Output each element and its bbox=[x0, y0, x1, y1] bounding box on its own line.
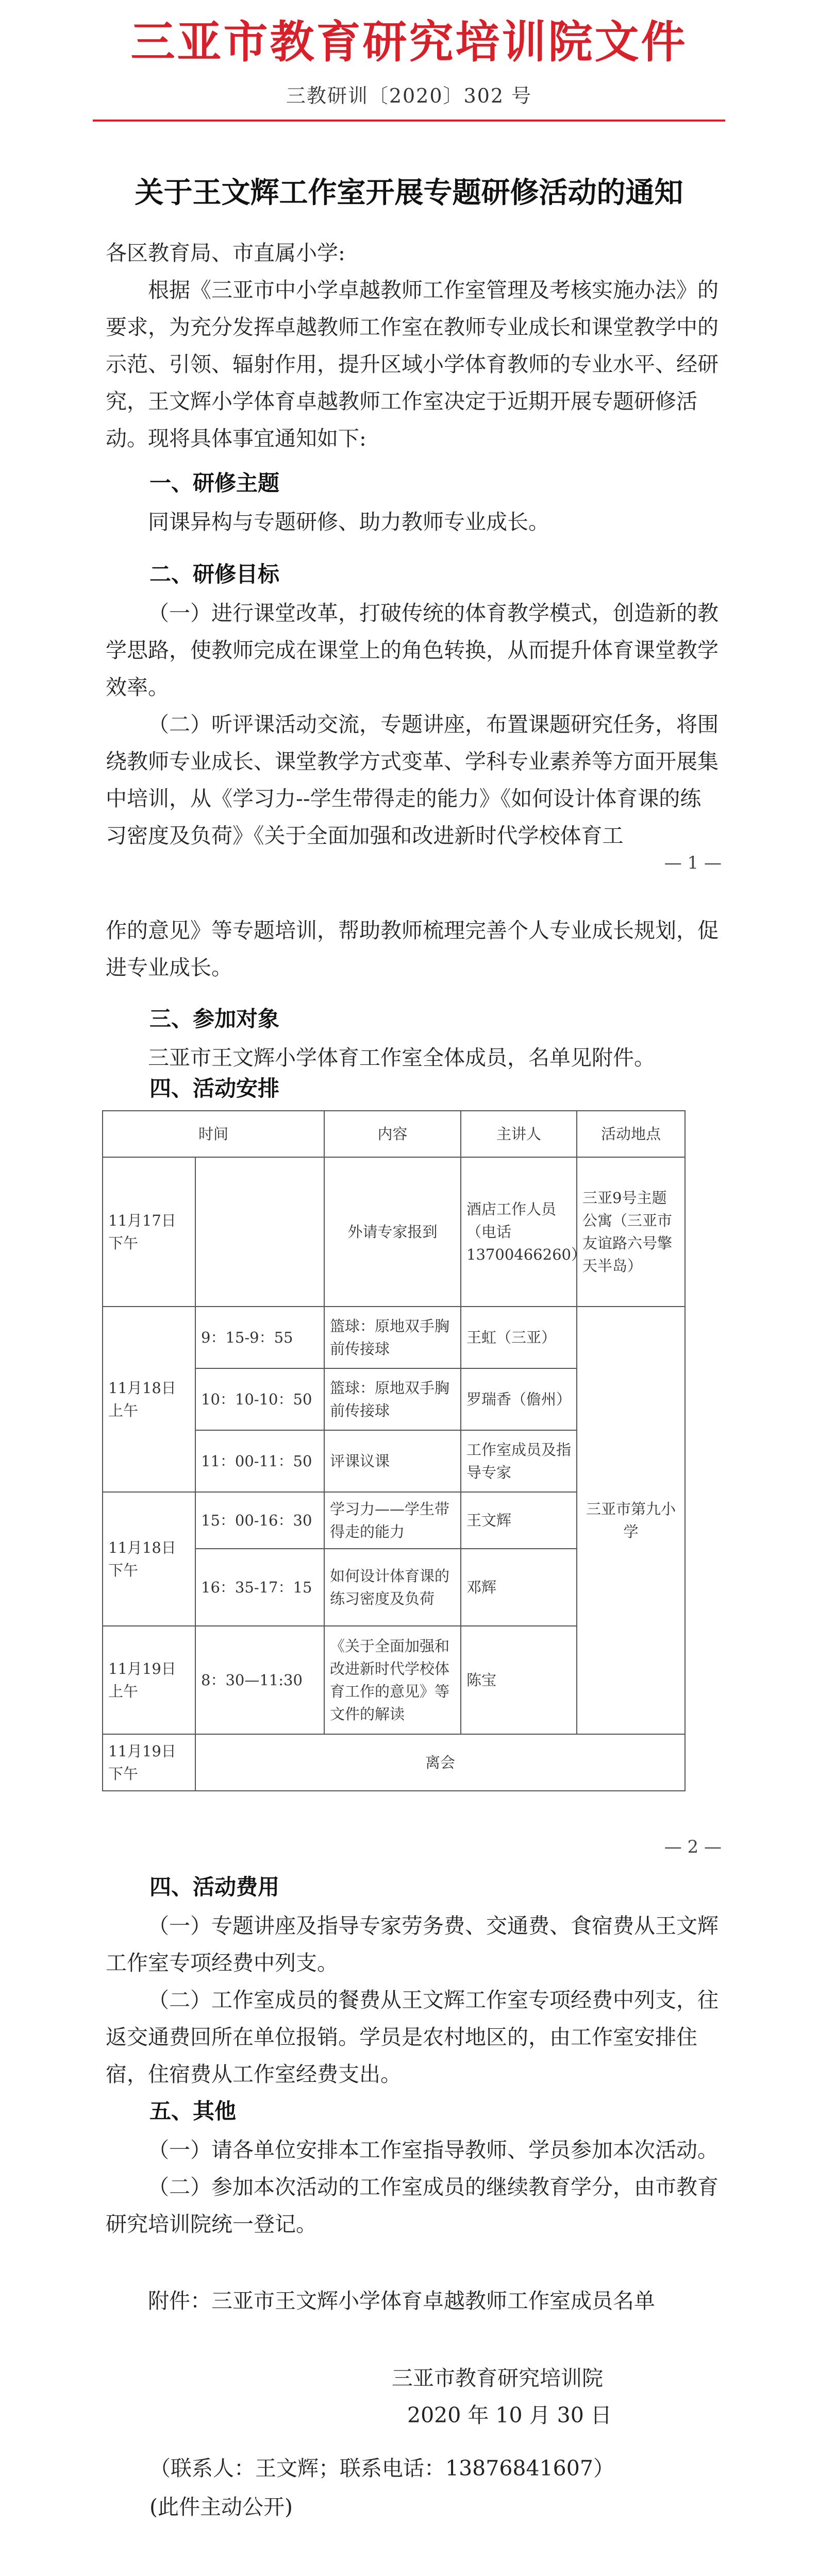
content-cell: 学习力——学生带得走的能力 bbox=[324, 1492, 461, 1549]
content-cell: 《关于全面加强和改进新时代学校体育工作的意见》等文件的解读 bbox=[324, 1626, 461, 1734]
content-cell: 篮球：原地双手胸前传接球 bbox=[324, 1368, 461, 1430]
content-cell: 篮球：原地双手胸前传接球 bbox=[324, 1307, 461, 1368]
time-cell: 9：15-9：55 bbox=[195, 1307, 324, 1368]
speaker-cell: 陈宝 bbox=[461, 1626, 577, 1734]
red-divider bbox=[93, 120, 725, 122]
time-cell bbox=[195, 1157, 324, 1307]
section-5-title: 五、其他 bbox=[149, 2098, 237, 2124]
intro-paragraph: 根据《三亚市中小学卓越教师工作室管理及考核实施办法》的要求，为充分发挥卓越教师工作室在教师专业成长和课堂教学中的示范、引领、辐射作用，提升区域小学体育教师的专业水平、经研究，王文辉小学体育卓越教师工作室决定于近期开展专题研修活动。现将具体事宜通知如下: bbox=[106, 278, 719, 451]
page-number-1: — 1 — bbox=[664, 853, 722, 873]
date-cell: 11月18日 下午 bbox=[103, 1492, 195, 1626]
salutation: 各区教育局、市直属小学: bbox=[106, 241, 345, 265]
content-cell: 如何设计体育课的练习密度及负荷 bbox=[324, 1549, 461, 1626]
table-header-row bbox=[103, 1111, 685, 1157]
date-cell: 11月19日 上午 bbox=[103, 1626, 195, 1734]
notice-title: 关于王文辉工作室开展专题研修活动的通知 bbox=[135, 176, 683, 210]
table-row bbox=[103, 1157, 685, 1307]
speaker-cell: 王虹（三亚） bbox=[461, 1307, 577, 1368]
signature-date: 2020 年 10 月 30 日 bbox=[407, 2403, 612, 2428]
section-2-para-2b: 作的意见》等专题培训，帮助教师梳理完善个人专业成长规划，促进专业成长。 bbox=[106, 918, 719, 980]
location-cell: 三亚市第九小学 bbox=[577, 1307, 685, 1734]
time-cell: 16：35-17：15 bbox=[195, 1549, 324, 1626]
date-cell: 11月17日 下午 bbox=[103, 1157, 195, 1307]
section-3-title: 三、参加对象 bbox=[149, 1006, 280, 1031]
section-3-text: 三亚市王文辉小学体育工作室全体成员，名单见附件。 bbox=[148, 1045, 655, 1070]
header-location: 活动地点 bbox=[577, 1111, 685, 1157]
attachment-line: 附件：三亚市王文辉小学体育卓越教师工作室成员名单 bbox=[148, 2289, 655, 2313]
section-4b-para-2: （二）工作室成员的餐费从王文辉工作室专项经费中列支，往返交通费回所在单位报销。学员是农村地区的，由工作室安排住宿，住宿费从工作室经费支出。 bbox=[106, 1988, 719, 2087]
location-cell: 三亚9号主题公寓（三亚市友谊路六号擎天半岛） bbox=[577, 1157, 685, 1307]
section-5-para-2: （二）参加本次活动的工作室成员的继续教育学分，由市教育研究培训院统一登记。 bbox=[106, 2175, 719, 2236]
section-2-title: 二、研修目标 bbox=[149, 562, 280, 587]
content-cell: 评课议课 bbox=[324, 1430, 461, 1492]
table-row bbox=[103, 1734, 685, 1791]
section-2-para-2a: （二）听评课活动交流，专题讲座，布置课题研究任务，将围绕教师专业成长、课堂教学方式变革、学科专业素养等方面开展集中培训，从《学习力--学生带得走的能力》《如何设计体育课的练习密度及负荷》《关于全面加强和改进新时代学校体育工 bbox=[106, 712, 719, 848]
table-row bbox=[103, 1307, 685, 1368]
content-cell: 外请专家报到 bbox=[324, 1157, 461, 1307]
time-cell: 15：00-16：30 bbox=[195, 1492, 324, 1549]
section-4b-title: 四、活动费用 bbox=[149, 1874, 280, 1900]
speaker-cell: 酒店工作人员（电话13700466260） bbox=[461, 1157, 577, 1307]
public-notice: (此件主动公开) bbox=[149, 2495, 293, 2519]
header-time: 时间 bbox=[103, 1111, 324, 1157]
section-1-text: 同课异构与专题研修、助力教师专业成长。 bbox=[148, 510, 549, 534]
section-4-title: 四、活动安排 bbox=[149, 1076, 280, 1101]
time-cell: 10：10-10：50 bbox=[195, 1368, 324, 1430]
speaker-cell: 罗瑞香（儋州） bbox=[461, 1368, 577, 1430]
document-number: 三教研训〔2020〕302 号 bbox=[286, 84, 532, 107]
section-4b-para-1: （一）专题讲座及指导专家劳务费、交通费、食宿费从王文辉工作室专项经费中列支。 bbox=[106, 1913, 719, 1975]
schedule-table bbox=[102, 1110, 686, 1791]
content-cell: 离会 bbox=[195, 1734, 685, 1791]
org-title: 三亚市教育研究培训院文件 bbox=[130, 16, 688, 68]
speaker-cell: 工作室成员及指导专家 bbox=[461, 1430, 577, 1492]
time-cell: 8：30—11:30 bbox=[195, 1626, 324, 1734]
speaker-cell: 邓辉 bbox=[461, 1549, 577, 1626]
header-speaker: 主讲人 bbox=[461, 1111, 577, 1157]
header-content: 内容 bbox=[324, 1111, 461, 1157]
speaker-cell: 王文辉 bbox=[461, 1492, 577, 1549]
signature-org: 三亚市教育研究培训院 bbox=[392, 2366, 603, 2391]
page-number-2: — 2 — bbox=[664, 1837, 722, 1857]
section-2-para-1: （一）进行课堂改革，打破传统的体育教学模式，创造新的教学思路，使教师完成在课堂上的角色转换，从而提升体育课堂教学效率。 bbox=[106, 601, 719, 700]
date-cell: 11月19日 下午 bbox=[103, 1734, 195, 1791]
section-5-para-1: （一）请各单位安排本工作室指导教师、学员参加本次活动。 bbox=[148, 2138, 719, 2162]
time-cell: 11：00-11：50 bbox=[195, 1430, 324, 1492]
section-1-title: 一、研修主题 bbox=[149, 470, 280, 496]
contact-info: （联系人：王文辉；联系电话：13876841607） bbox=[149, 2456, 614, 2481]
date-cell: 11月18日 上午 bbox=[103, 1307, 195, 1492]
